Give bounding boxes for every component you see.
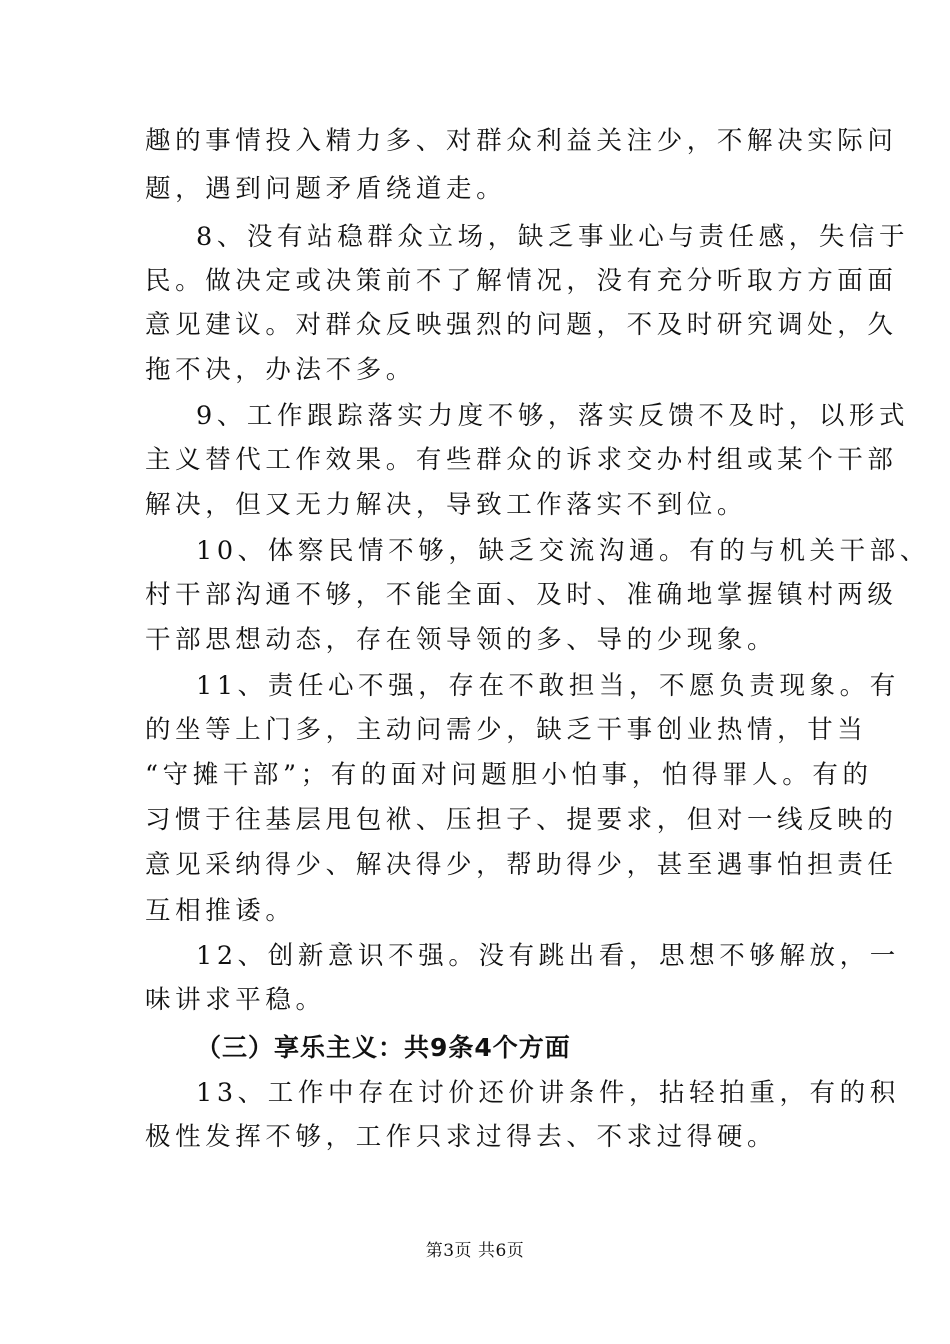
paragraph-line: “守摊干部”；有的面对问题胆小怕事，怕得罪人。有的	[145, 760, 873, 790]
paragraph-line: 主义替代工作效果。有些群众的诉求交办村组或某个干部	[145, 445, 898, 475]
paragraph-line: 村干部沟通不够，不能全面、及时、准确地掌握镇村两级	[145, 580, 898, 610]
paragraph-line: 民。做决定或决策前不了解情况，没有充分听取方方面面	[145, 266, 898, 296]
paragraph-line: 题，遇到问题矛盾绕道走。	[145, 174, 507, 204]
paragraph-line: 趣的事情投入精力多、对群众利益关注少，不解决实际问	[145, 126, 898, 156]
section-heading: （三）享乐主义：共9条4个方面	[196, 1033, 571, 1062]
paragraph-line: 13、工作中存在讨价还价讲条件，拈轻拍重，有的积	[196, 1078, 900, 1108]
paragraph-line: 意见建议。对群众反映强烈的问题，不及时研究调处，久	[145, 310, 898, 340]
paragraph-line: 互相推诿。	[145, 896, 296, 926]
paragraph-line: 解决，但又无力解决，导致工作落实不到位。	[145, 490, 748, 520]
paragraph-line: 11、责任心不强，存在不敢担当，不愿负责现象。有	[196, 671, 900, 701]
paragraph-line: 8、没有站稳群众立场，缺乏事业心与责任感，失信于	[196, 222, 910, 252]
paragraph-line: 味讲求平稳。	[145, 985, 326, 1015]
page-number-footer: 第3页 共6页	[425, 1241, 525, 1261]
paragraph-line: 的坐等上门多，主动问需少，缺乏干事创业热情，甘当	[145, 715, 868, 745]
paragraph-line: 12、创新意识不强。没有跳出看，思想不够解放，一	[196, 941, 900, 971]
paragraph-line: 10、体察民情不够，缺乏交流沟通。有的与机关干部、	[196, 536, 930, 566]
paragraph-line: 干部思想动态，存在领导领的多、导的少现象。	[145, 625, 778, 655]
paragraph-line: 意见采纳得少、解决得少，帮助得少，甚至遇事怕担责任	[145, 850, 898, 880]
paragraph-line: 习惯于往基层甩包袱、压担子、提要求，但对一线反映的	[145, 805, 898, 835]
paragraph-line: 拖不决，办法不多。	[145, 355, 416, 385]
paragraph-line: 极性发挥不够，工作只求过得去、不求过得硬。	[145, 1122, 778, 1152]
paragraph-line: 9、工作跟踪落实力度不够，落实反馈不及时，以形式	[196, 401, 910, 431]
